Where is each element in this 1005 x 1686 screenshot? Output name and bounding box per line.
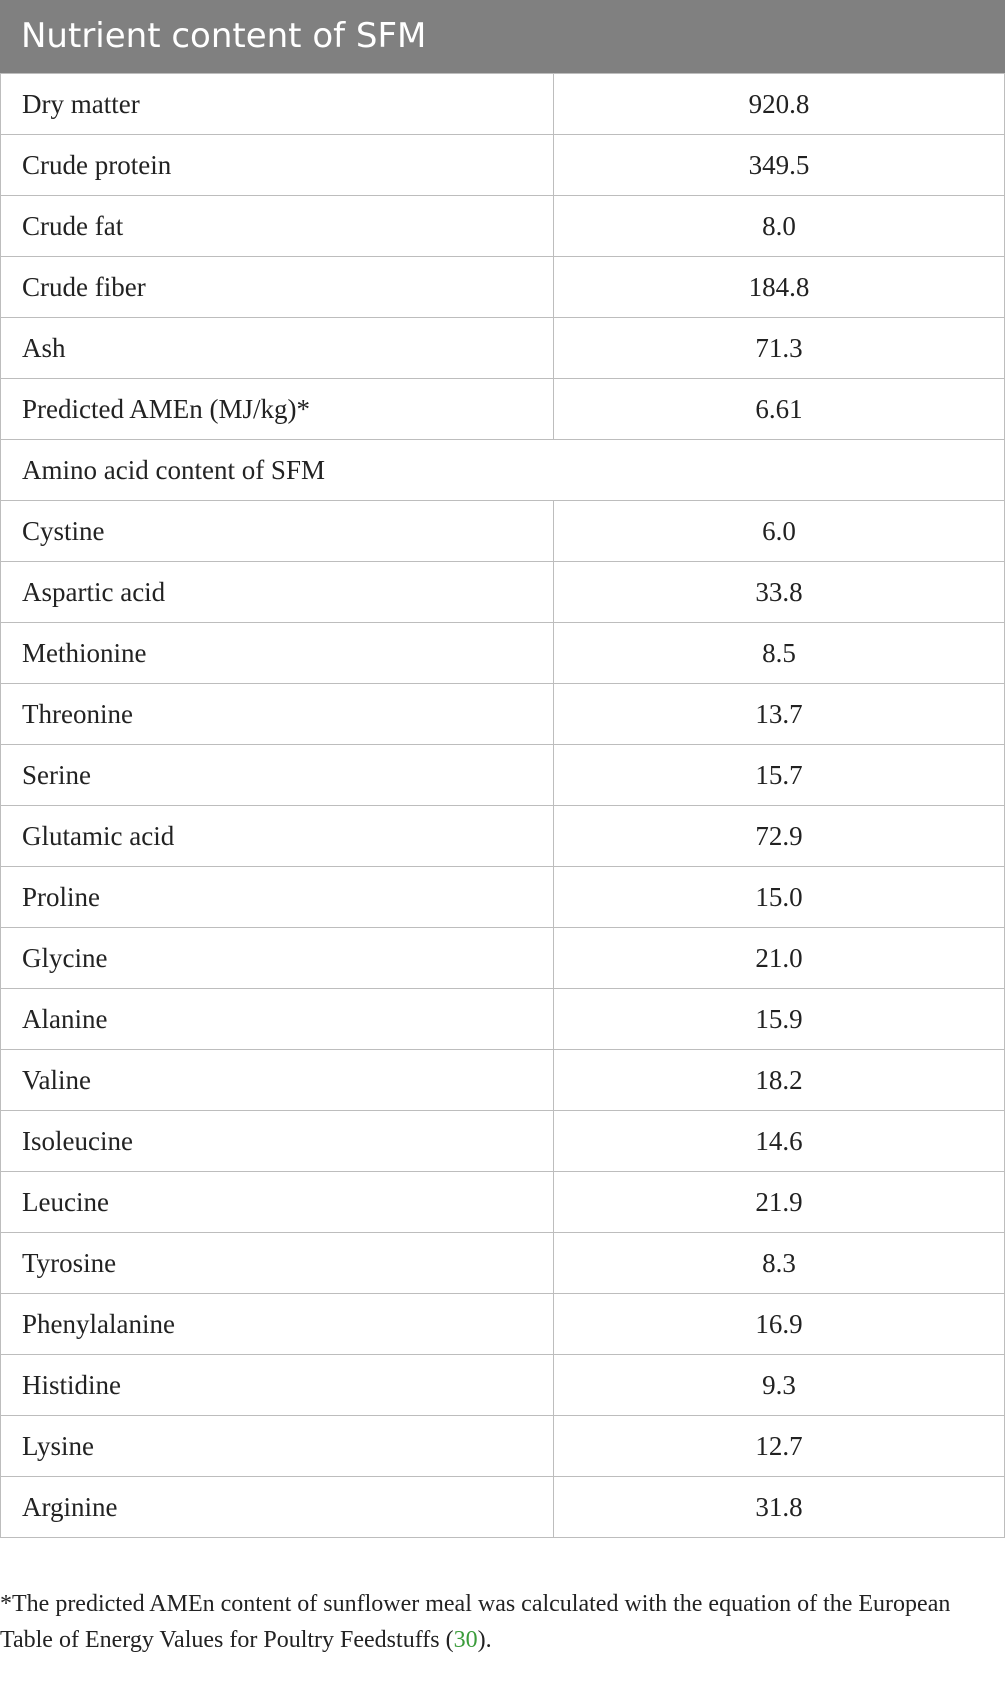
row-value: 8.0 (554, 196, 1005, 257)
footnote-reference-link[interactable]: 30 (453, 1627, 478, 1653)
row-label: Threonine (1, 684, 554, 745)
row-value: 18.2 (554, 1050, 1005, 1111)
table-row (1, 989, 1005, 1050)
table-row (1, 1233, 1005, 1294)
table-body (1, 74, 1005, 1538)
table-row (1, 318, 1005, 379)
row-value: 15.9 (554, 989, 1005, 1050)
row-label: Crude fiber (1, 257, 554, 318)
row-label: Glycine (1, 928, 554, 989)
row-value: 21.9 (554, 1172, 1005, 1233)
row-label: Aspartic acid (1, 562, 554, 623)
row-label: Crude fat (1, 196, 554, 257)
table-row (1, 74, 1005, 135)
table-title: Nutrient content of SFM (0, 0, 1005, 73)
table-row (1, 257, 1005, 318)
table-row (1, 1294, 1005, 1355)
table-row (1, 1477, 1005, 1538)
row-value: 9.3 (554, 1355, 1005, 1416)
row-value: 6.0 (554, 501, 1005, 562)
table-row (1, 135, 1005, 196)
row-label: Methionine (1, 623, 554, 684)
row-value: 31.8 (554, 1477, 1005, 1538)
row-value: 72.9 (554, 806, 1005, 867)
section-heading-row (1, 440, 1005, 501)
row-value: 71.3 (554, 318, 1005, 379)
footnote-text-after: ). (477, 1627, 492, 1653)
table-row (1, 623, 1005, 684)
row-value: 8.3 (554, 1233, 1005, 1294)
row-value: 12.7 (554, 1416, 1005, 1477)
row-label: Leucine (1, 1172, 554, 1233)
row-value: 16.9 (554, 1294, 1005, 1355)
row-value: 15.0 (554, 867, 1005, 928)
table-row (1, 867, 1005, 928)
table-row (1, 196, 1005, 257)
table-row (1, 1172, 1005, 1233)
row-label: Serine (1, 745, 554, 806)
table-row (1, 806, 1005, 867)
footnote-text-before: *The predicted AMEn content of sunflower meal was calculated with the equation of the European Table of Energy Values for Poultry Feedstuffs ( (0, 1591, 951, 1653)
row-label: Valine (1, 1050, 554, 1111)
section-heading: Amino acid content of SFM (1, 440, 1005, 501)
row-label: Tyrosine (1, 1233, 554, 1294)
table-row (1, 684, 1005, 745)
row-value: 21.0 (554, 928, 1005, 989)
row-label: Alanine (1, 989, 554, 1050)
row-label: Crude protein (1, 135, 554, 196)
row-label: Glutamic acid (1, 806, 554, 867)
table-row (1, 562, 1005, 623)
table-row (1, 745, 1005, 806)
row-label: Predicted AMEn (MJ/kg)* (1, 379, 554, 440)
row-label: Dry matter (1, 74, 554, 135)
table-row (1, 1050, 1005, 1111)
footnote (0, 1586, 1005, 1658)
table-row (1, 379, 1005, 440)
row-value: 920.8 (554, 74, 1005, 135)
table-row (1, 501, 1005, 562)
table-row (1, 928, 1005, 989)
nutrient-grid (0, 73, 1005, 1538)
table-row (1, 1416, 1005, 1477)
row-label: Phenylalanine (1, 1294, 554, 1355)
row-value: 13.7 (554, 684, 1005, 745)
row-value: 33.8 (554, 562, 1005, 623)
row-label: Lysine (1, 1416, 554, 1477)
row-value: 14.6 (554, 1111, 1005, 1172)
row-value: 8.5 (554, 623, 1005, 684)
row-value: 15.7 (554, 745, 1005, 806)
row-label: Isoleucine (1, 1111, 554, 1172)
row-label: Proline (1, 867, 554, 928)
row-label: Arginine (1, 1477, 554, 1538)
row-value: 349.5 (554, 135, 1005, 196)
row-value: 184.8 (554, 257, 1005, 318)
row-label: Cystine (1, 501, 554, 562)
row-label: Ash (1, 318, 554, 379)
row-value: 6.61 (554, 379, 1005, 440)
row-label: Histidine (1, 1355, 554, 1416)
table-row (1, 1355, 1005, 1416)
table-row (1, 1111, 1005, 1172)
